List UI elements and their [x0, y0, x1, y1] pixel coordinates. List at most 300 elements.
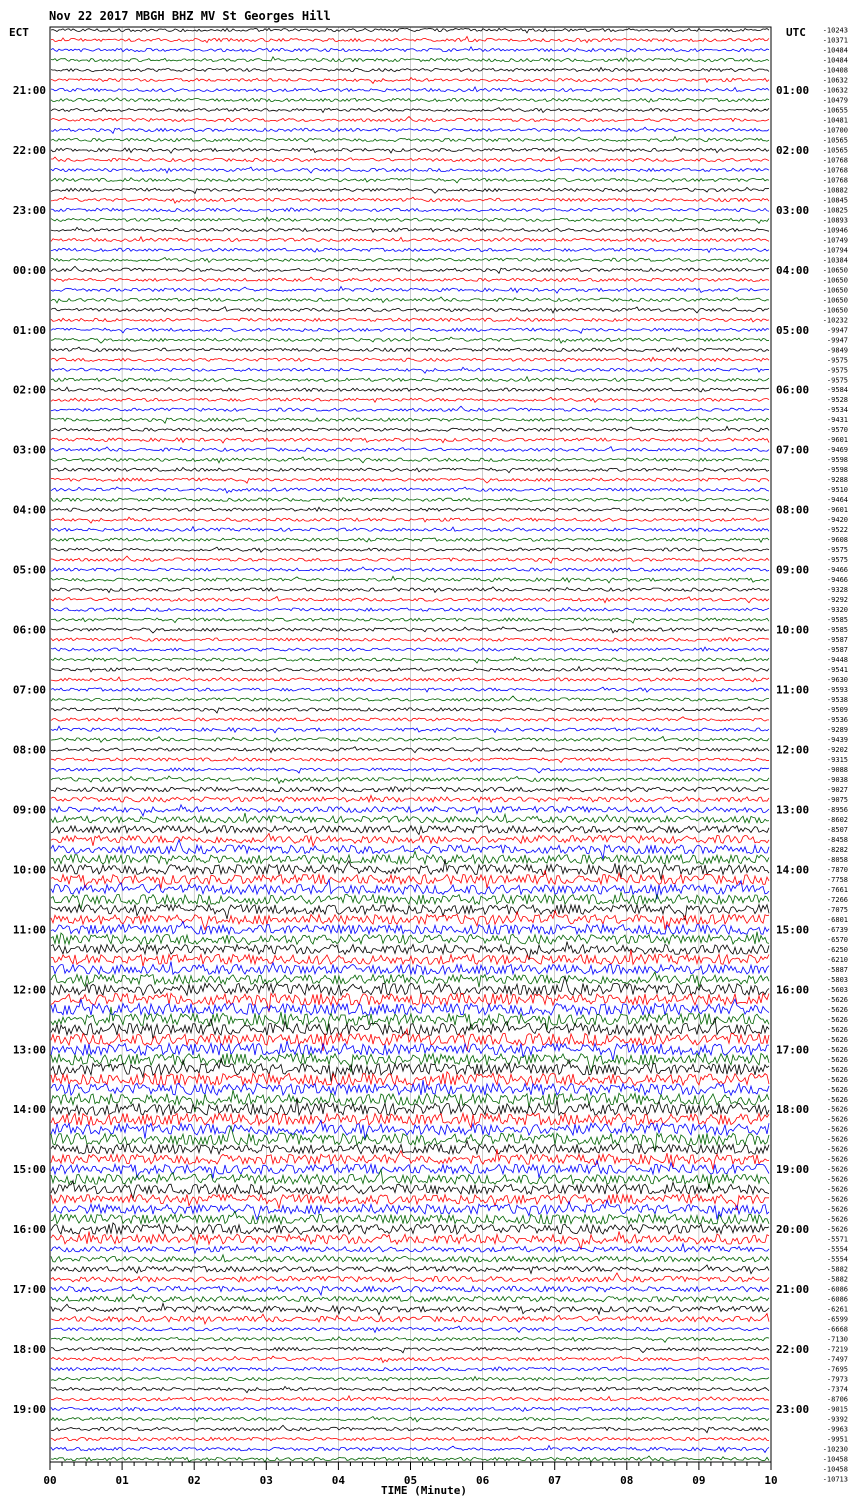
trace-offset-value: -10882	[822, 186, 848, 195]
seismic-trace	[51, 217, 769, 223]
trace-offset-value: -9469	[826, 446, 848, 455]
left-hour-label: 19:00	[12, 1403, 46, 1417]
seismic-trace	[51, 188, 769, 194]
seismic-trace	[51, 137, 769, 142]
trace-offset-value: -8282	[826, 845, 848, 854]
trace-offset-value: -9464	[826, 496, 848, 505]
trace-offset-value: -5626	[826, 1115, 848, 1124]
right-hour-label: 17:00	[776, 1043, 810, 1057]
seismic-trace	[51, 167, 769, 173]
trace-offset-value: -5626	[826, 1025, 848, 1034]
seismic-trace	[51, 618, 769, 623]
seismic-trace	[51, 478, 769, 483]
seismic-trace	[51, 1286, 769, 1295]
trace-offset-value: -9328	[826, 586, 848, 595]
trace-offset-value: -10825	[822, 206, 848, 215]
trace-offset-value: -9292	[826, 596, 848, 605]
trace-offset-value: -9015	[826, 1405, 848, 1414]
trace-offset-value: -5626	[826, 1065, 848, 1074]
seismic-trace	[51, 776, 769, 784]
seismic-trace	[51, 1244, 769, 1253]
seismic-trace	[51, 57, 769, 62]
seismic-trace	[51, 805, 769, 816]
seismic-trace	[51, 527, 769, 532]
x-tick-label: 03	[259, 1474, 273, 1487]
trace-offset-value: -10632	[822, 76, 848, 85]
right-hour-label: 15:00	[776, 923, 810, 937]
seismic-trace	[51, 993, 769, 1012]
seismic-trace	[51, 1273, 769, 1282]
seismic-trace	[51, 1265, 769, 1274]
trace-offset-value: -9202	[826, 745, 848, 754]
seismic-trace	[51, 347, 769, 351]
trace-offset-value: -9575	[826, 356, 848, 365]
trace-offset-value: -5626	[826, 1075, 848, 1084]
left-hour-label: 08:00	[12, 743, 46, 757]
trace-offset-value: -9431	[826, 416, 848, 425]
seismic-trace	[51, 438, 769, 443]
seismic-trace	[51, 1386, 769, 1392]
trace-offset-value: -5626	[826, 1005, 848, 1014]
left-hour-label: 09:00	[12, 803, 46, 817]
seismic-trace	[51, 795, 769, 802]
seismic-trace	[51, 498, 769, 502]
trace-offset-value: -10893	[822, 216, 848, 225]
seismic-trace	[51, 587, 769, 593]
trace-offset-value: -5626	[826, 1145, 848, 1154]
seismic-trace	[51, 1194, 769, 1210]
trace-offset-value: -7075	[826, 905, 848, 914]
trace-offset-value: -6086	[826, 1295, 848, 1304]
seismic-trace	[51, 417, 769, 423]
plot-title: Nov 22 2017 MBGH BHZ MV St Georges Hill	[49, 9, 331, 23]
trace-offset-value: -10768	[822, 176, 848, 185]
trace-offset-value: -10458	[822, 1455, 848, 1464]
seismic-trace	[51, 117, 769, 122]
seismic-trace	[51, 68, 769, 72]
right-hour-label: 08:00	[776, 503, 810, 517]
right-hour-label: 07:00	[776, 443, 810, 457]
seismic-trace	[51, 457, 769, 463]
seismic-trace	[51, 1396, 769, 1401]
seismic-trace	[51, 1255, 769, 1262]
trace-offset-value: -9963	[826, 1425, 848, 1434]
seismic-trace	[51, 1053, 769, 1072]
trace-offset-value: -6210	[826, 955, 848, 964]
trace-offset-value: -10408	[822, 66, 848, 75]
seismic-trace	[51, 1446, 769, 1453]
seismic-trace	[51, 237, 769, 242]
left-hour-label: 17:00	[12, 1283, 46, 1297]
seismic-trace	[51, 28, 769, 33]
seismic-trace	[51, 696, 769, 701]
trace-offset-value: -8458	[826, 835, 848, 844]
x-tick-label: 08	[620, 1474, 634, 1487]
trace-group	[51, 28, 769, 1462]
trace-offset-value: -10484	[822, 56, 848, 65]
trace-offset-value: -10946	[822, 226, 848, 235]
trace-offset-value: -5803	[826, 975, 848, 984]
trace-offset-value: -10655	[822, 106, 848, 115]
seismic-trace	[51, 892, 769, 909]
seismic-trace	[51, 726, 769, 733]
seismic-trace	[51, 1141, 769, 1155]
trace-offset-value: -5626	[826, 1175, 848, 1184]
seismic-trace	[51, 717, 769, 721]
grid-lines	[122, 27, 699, 1462]
seismic-trace	[51, 47, 769, 52]
left-hour-label: 12:00	[12, 983, 46, 997]
seismic-trace	[51, 942, 769, 960]
left-hour-label: 10:00	[12, 863, 46, 877]
trace-offset-value: -9575	[826, 546, 848, 555]
trace-offset-value: -10650	[822, 276, 848, 285]
trace-offset-value: -9598	[826, 466, 848, 475]
seismic-trace	[51, 37, 769, 43]
right-hour-label: 20:00	[776, 1223, 810, 1237]
seismic-trace	[51, 87, 769, 92]
trace-offset-value: -9466	[826, 576, 848, 585]
left-hour-label: 15:00	[12, 1163, 46, 1177]
trace-offset-value: -9587	[826, 636, 848, 645]
left-hour-label: 13:00	[12, 1043, 46, 1057]
left-hour-label: 04:00	[12, 503, 46, 517]
seismic-trace	[51, 1436, 769, 1441]
x-axis-label: TIME (Minute)	[380, 1484, 468, 1497]
left-hour-label: 14:00	[12, 1103, 46, 1117]
trace-offset-value: -9536	[826, 716, 848, 725]
trace-offset-value: -10232	[822, 316, 848, 325]
trace-offset-value: -7497	[826, 1355, 848, 1364]
trace-offset-value: -5626	[826, 1125, 848, 1134]
seismic-trace	[51, 1367, 769, 1371]
trace-offset-value: -9947	[826, 336, 848, 345]
trace-offset-value: -6739	[826, 925, 848, 934]
trace-offset-value: -5626	[826, 1015, 848, 1024]
trace-offset-value: -8507	[826, 825, 848, 834]
right-hour-label: 21:00	[776, 1283, 810, 1297]
trace-offset-value: -8956	[826, 805, 848, 814]
seismic-trace	[51, 406, 769, 411]
trace-offset-value: -10768	[822, 166, 848, 175]
trace-offset-value: -9630	[826, 676, 848, 685]
trace-offset-value: -9584	[826, 386, 848, 395]
trace-offset-value: -5626	[826, 1105, 848, 1114]
trace-offset-value: -7973	[826, 1375, 848, 1384]
seismic-trace	[51, 1223, 769, 1235]
trace-offset-value: -9509	[826, 706, 848, 715]
seismic-trace	[51, 328, 769, 333]
trace-offset-value: -7758	[826, 875, 848, 884]
trace-offset-value: -6570	[826, 935, 848, 944]
trace-offset-value: -9088	[826, 765, 848, 774]
seismic-trace	[51, 318, 769, 322]
seismic-trace	[51, 999, 769, 1015]
trace-offset-value: -9448	[826, 656, 848, 665]
seismic-trace	[51, 227, 769, 232]
trace-offset-value: -5626	[826, 1215, 848, 1224]
trace-offset-value: -9466	[826, 566, 848, 575]
trace-offset-value: -9522	[826, 526, 848, 535]
trace-offset-value: -9038	[826, 775, 848, 784]
right-hour-label: 19:00	[776, 1163, 810, 1177]
trace-offset-value: -10481	[822, 116, 848, 125]
trace-offset-value: -5626	[826, 1205, 848, 1214]
seismic-trace	[51, 507, 769, 511]
trace-offset-value: -7266	[826, 895, 848, 904]
seismic-trace	[51, 1018, 769, 1040]
trace-offset-value: -9947	[826, 326, 848, 335]
trace-offset-value: -10650	[822, 296, 848, 305]
right-hour-label: 23:00	[776, 1403, 810, 1417]
trace-offset-value: -8706	[826, 1395, 848, 1404]
trace-offset-value: -10384	[822, 256, 848, 265]
trace-offset-value: -9601	[826, 436, 848, 445]
left-hour-labels	[13, 84, 46, 1416]
trace-offset-value: -5882	[826, 1265, 848, 1274]
trace-offset-value: -10458	[822, 1465, 848, 1474]
left-hour-label: 18:00	[12, 1343, 46, 1357]
seismic-trace	[51, 277, 769, 281]
seismic-trace	[51, 1326, 769, 1332]
trace-offset-value: -5626	[826, 1135, 848, 1144]
trace-offset-value: -5626	[826, 1185, 848, 1194]
seismic-trace	[51, 426, 769, 431]
trace-offset-value: -9575	[826, 366, 848, 375]
seismic-trace	[51, 108, 769, 113]
seismic-trace	[51, 1417, 769, 1422]
seismic-trace	[51, 248, 769, 252]
trace-offset-value: -10650	[822, 286, 848, 295]
seismic-trace	[51, 637, 769, 641]
seismic-trace	[51, 1347, 769, 1352]
left-hour-label: 11:00	[12, 923, 46, 937]
seismic-trace	[51, 538, 769, 542]
trace-offset-value: -9951	[826, 1435, 848, 1444]
seismic-trace	[51, 208, 769, 212]
right-hour-label: 13:00	[776, 803, 810, 817]
seismic-trace	[51, 1294, 769, 1302]
seismic-trace	[51, 826, 769, 835]
trace-offset-value: -9075	[826, 795, 848, 804]
trace-offset-value: -5626	[826, 1165, 848, 1174]
right-hour-label: 14:00	[776, 863, 810, 877]
seismic-trace	[51, 487, 769, 493]
trace-offset-value: -9288	[826, 476, 848, 485]
trace-offset-value: -6086	[826, 1285, 848, 1294]
seismic-trace	[51, 258, 769, 263]
right-hour-label: 18:00	[776, 1103, 810, 1117]
seismic-trace	[51, 1407, 769, 1411]
right-hour-label: 12:00	[776, 743, 810, 757]
seismic-trace	[51, 1181, 769, 1199]
trace-offset-value: -10650	[822, 306, 848, 315]
trace-offset-value: -10371	[822, 36, 848, 45]
trace-offset-value: -9575	[826, 556, 848, 565]
seismic-trace	[51, 517, 769, 523]
trace-offset-value: -10565	[822, 146, 848, 155]
seismic-trace	[51, 1072, 769, 1086]
seismic-trace	[51, 556, 769, 563]
trace-offset-value: -5626	[826, 1085, 848, 1094]
trace-offset-value: -6261	[826, 1305, 848, 1314]
left-hour-label: 21:00	[12, 83, 46, 97]
trace-offset-value: -10845	[822, 196, 848, 205]
trace-offset-value: -10484	[822, 46, 848, 55]
x-axis-ticks	[43, 1462, 777, 1487]
trace-offset-value: -5626	[826, 1225, 848, 1234]
seismic-trace	[51, 367, 769, 373]
seismic-trace	[51, 1314, 769, 1324]
left-hour-label: 22:00	[12, 143, 46, 157]
left-hour-label: 06:00	[12, 623, 46, 637]
seismic-trace	[51, 397, 769, 402]
trace-offset-value: -5626	[826, 995, 848, 1004]
trace-offset-value: -7661	[826, 885, 848, 894]
left-hour-label: 00:00	[12, 263, 46, 277]
trace-offset-value: -5626	[826, 1155, 848, 1164]
trace-offset-value: -5882	[826, 1275, 848, 1284]
seismic-trace	[51, 567, 769, 571]
trace-offset-value: -5626	[826, 1045, 848, 1054]
x-tick-label: 05	[403, 1474, 418, 1487]
trace-offset-value: -5626	[826, 1095, 848, 1104]
trace-offset-value: -5626	[826, 1055, 848, 1064]
seismic-trace	[51, 357, 769, 361]
trace-offset-value: -8058	[826, 855, 848, 864]
left-hour-label: 02:00	[12, 383, 46, 397]
seismic-trace	[51, 197, 769, 203]
trace-offset-value: -10713	[822, 1475, 848, 1484]
seismic-trace	[51, 657, 769, 663]
trace-offset-value: -9320	[826, 606, 848, 615]
trace-offset-value: -9510	[826, 486, 848, 495]
seismic-trace	[51, 1425, 769, 1432]
trace-offset-values	[823, 27, 848, 1484]
right-hour-label: 06:00	[776, 383, 810, 397]
trace-offset-value: -9570	[826, 426, 848, 435]
trace-offset-value: -5571	[826, 1235, 848, 1244]
x-tick-label: 01	[115, 1474, 129, 1487]
trace-offset-value: -9587	[826, 646, 848, 655]
left-timezone-label: ECT	[9, 26, 29, 39]
seismic-trace	[51, 687, 769, 692]
seismic-trace	[51, 307, 769, 313]
trace-offset-value: -7695	[826, 1365, 848, 1374]
seismic-trace	[51, 736, 769, 742]
seismic-trace	[51, 747, 769, 753]
right-hour-label: 16:00	[776, 983, 810, 997]
seismic-trace	[51, 851, 769, 864]
seismic-trace	[51, 148, 769, 153]
seismic-trace	[51, 677, 769, 682]
right-hour-label: 10:00	[776, 623, 810, 637]
seismic-trace	[51, 833, 769, 846]
trace-offset-value: -9849	[826, 346, 848, 355]
seismic-trace	[51, 1211, 769, 1224]
seismic-trace	[51, 98, 769, 102]
x-tick-label: 07	[548, 1474, 562, 1487]
seismic-trace	[51, 904, 769, 920]
seismic-trace	[51, 1456, 769, 1462]
trace-offset-value: -9439	[826, 736, 848, 745]
trace-offset-value: -7219	[826, 1345, 848, 1354]
trace-offset-value: -9538	[826, 696, 848, 705]
seismic-trace	[51, 607, 769, 611]
trace-offset-value: -10768	[822, 156, 848, 165]
seismic-trace	[51, 597, 769, 603]
trace-offset-value: -9585	[826, 626, 848, 635]
seismic-trace	[51, 667, 769, 672]
trace-offset-value: -5626	[826, 1035, 848, 1044]
right-hour-label: 22:00	[776, 1343, 810, 1357]
right-hour-label: 05:00	[776, 323, 810, 337]
trace-offset-value: -9598	[826, 456, 848, 465]
left-hour-label: 03:00	[12, 443, 46, 457]
trace-offset-value: -7374	[826, 1385, 848, 1394]
left-hour-label: 23:00	[12, 203, 46, 217]
left-hour-label: 01:00	[12, 323, 46, 337]
seismic-trace	[51, 547, 769, 552]
right-hour-label: 03:00	[776, 203, 810, 217]
seismic-trace	[51, 468, 769, 473]
x-tick-label: 00	[43, 1474, 57, 1487]
seismic-trace	[51, 1231, 769, 1249]
left-hour-label: 07:00	[12, 683, 46, 697]
x-tick-label: 02	[187, 1474, 201, 1487]
trace-offset-value: -9541	[826, 666, 848, 675]
trace-offset-value: -10749	[822, 236, 848, 245]
right-hour-labels	[776, 84, 809, 1416]
seismic-trace	[51, 1169, 769, 1189]
seismic-trace	[51, 447, 769, 452]
seismic-trace	[51, 1377, 769, 1381]
seismic-trace	[51, 266, 769, 273]
seismic-trace	[51, 337, 769, 343]
seismic-trace	[51, 387, 769, 392]
seismic-trace	[51, 627, 769, 633]
trace-offset-value: -10794	[822, 246, 848, 255]
seismic-trace	[51, 377, 769, 382]
seismic-trace	[51, 576, 769, 583]
trace-offset-value: -5603	[826, 985, 848, 994]
seismic-trace	[51, 647, 769, 651]
trace-offset-value: -9585	[826, 616, 848, 625]
trace-offset-value: -5554	[826, 1255, 848, 1264]
right-hour-label: 11:00	[776, 683, 810, 697]
trace-offset-value: -9392	[826, 1415, 848, 1424]
trace-offset-value: -10632	[822, 86, 848, 95]
x-tick-label: 09	[692, 1474, 706, 1487]
seismic-trace	[51, 1080, 769, 1095]
trace-offset-value: -7870	[826, 865, 848, 874]
trace-offset-value: -5554	[826, 1245, 848, 1254]
trace-offset-value: -9601	[826, 506, 848, 515]
trace-offset-value: -9528	[826, 396, 848, 405]
seismic-trace	[51, 127, 769, 133]
trace-offset-value: -10479	[822, 96, 848, 105]
trace-offset-value: -9593	[826, 686, 848, 695]
trace-offset-value: -10650	[822, 266, 848, 275]
seismic-trace	[51, 757, 769, 762]
trace-offset-value: -9608	[826, 536, 848, 545]
right-hour-label: 09:00	[776, 563, 810, 577]
trace-offset-value: -6599	[826, 1315, 848, 1324]
trace-offset-value: -8602	[826, 815, 848, 824]
trace-offset-value: -6801	[826, 915, 848, 924]
seismic-trace	[51, 813, 769, 823]
seismic-trace	[51, 787, 769, 792]
